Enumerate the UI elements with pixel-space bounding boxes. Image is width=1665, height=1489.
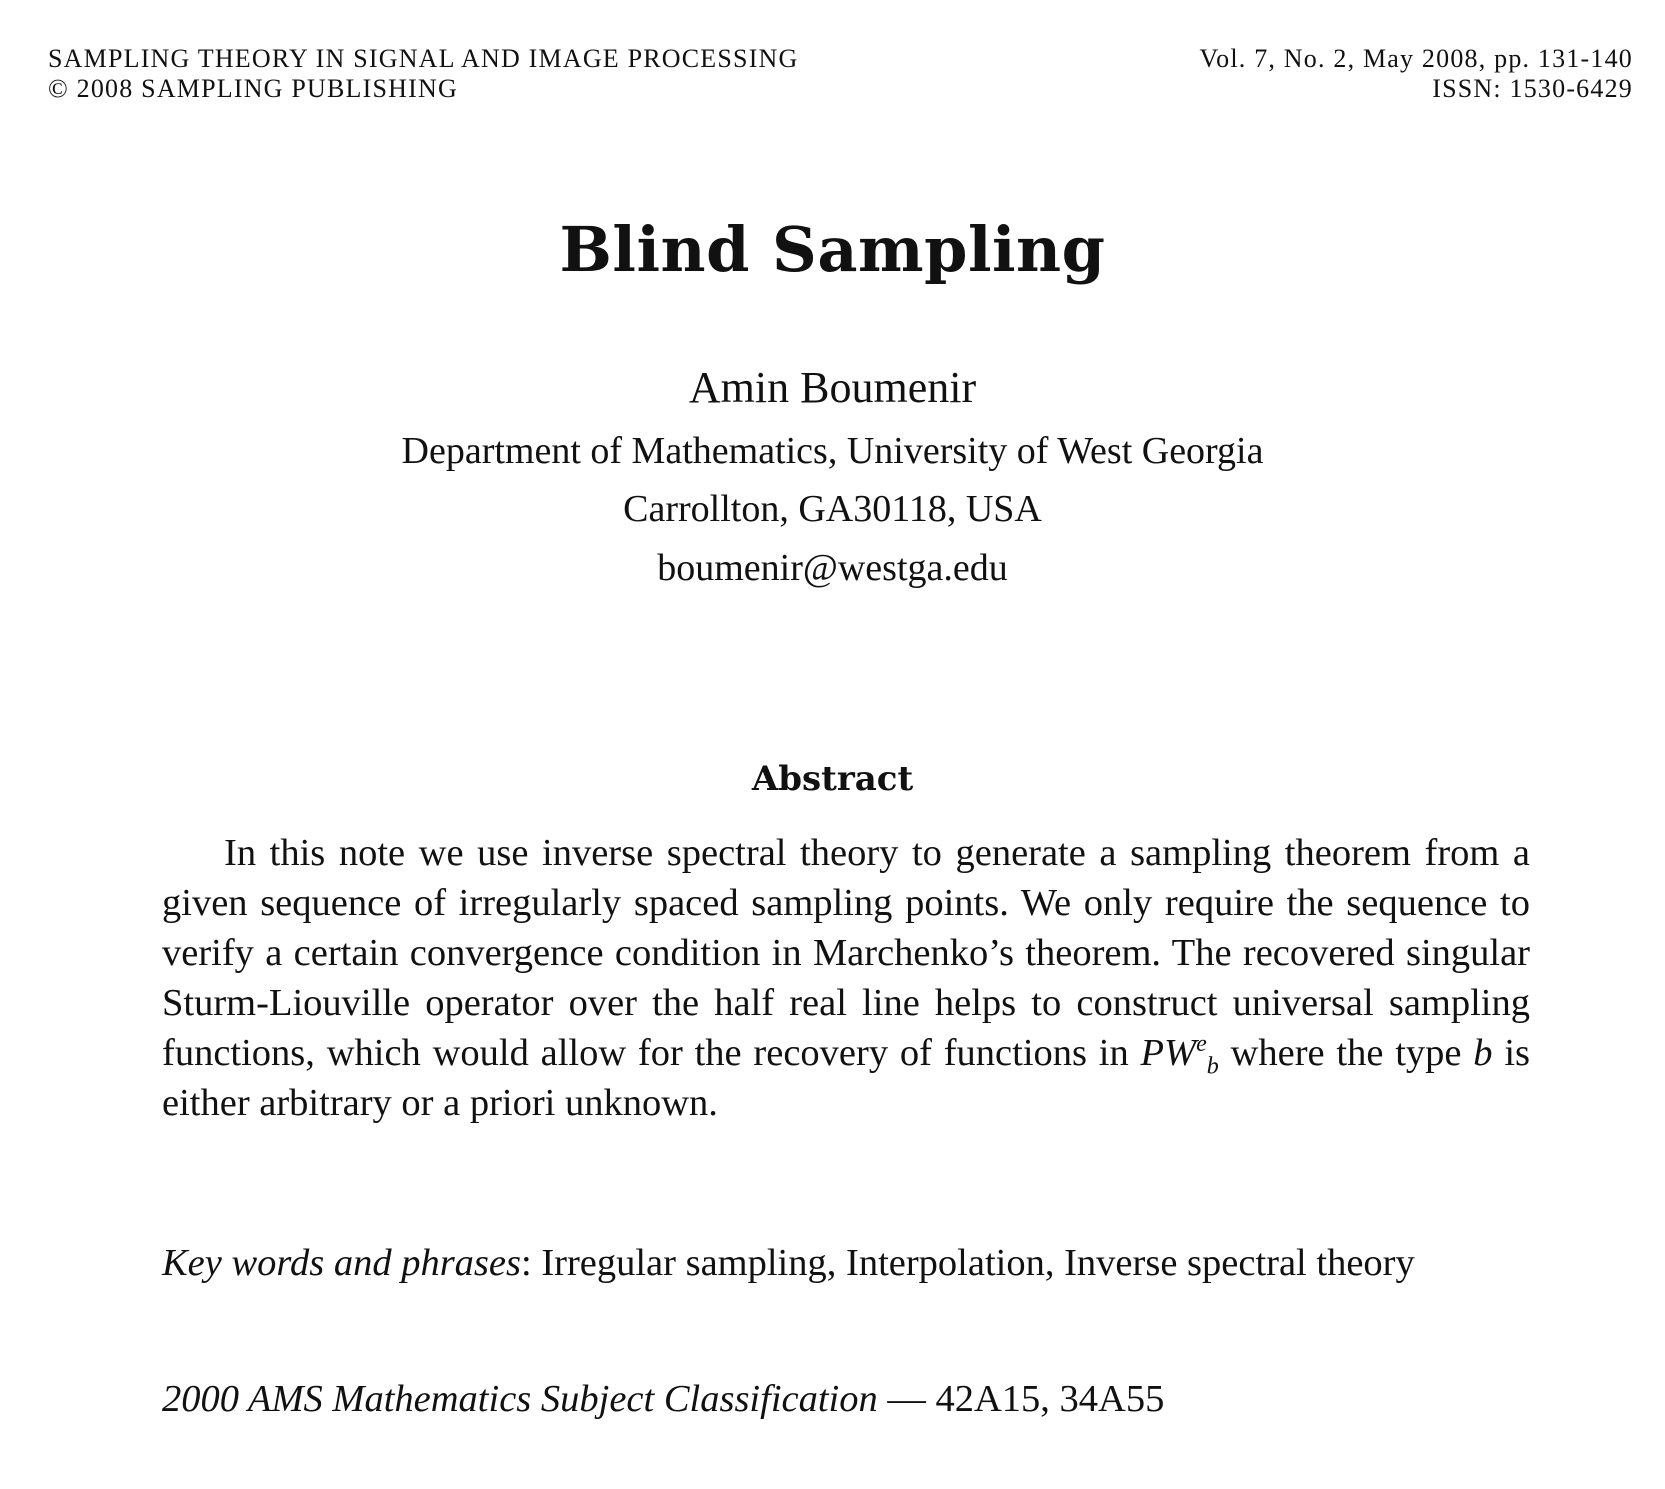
ams-separator: — — [877, 1378, 936, 1420]
header-right — [1200, 44, 1633, 104]
abstract-body — [162, 828, 1530, 1128]
ams-classification — [162, 1374, 1530, 1424]
abstract-heading: Abstract — [751, 759, 914, 799]
author-name: Amin Boumenir — [688, 363, 977, 412]
paper-title: Blind Sampling — [559, 213, 1106, 286]
math-superscript: e — [1196, 1031, 1207, 1058]
issn: ISSN: 1530-6429 — [1432, 74, 1633, 103]
ams-codes: 42A15, 34A55 — [935, 1378, 1165, 1420]
volume-info: Vol. 7, No. 2, May 2008, pp. 131-140 — [1199, 44, 1633, 73]
abstract-text-1: In this note we use inverse spectral theory to generate a sampling theorem from a given sequence of irregularly spaced sampling points. We only require the sequence to verify a certain convergence condition in Marchenko’s theorem. The recovered singular Sturm-Liouville operator over the half real line helps to construct universal sampling functions, which would allow for the recovery of functions in — [162, 832, 1530, 1074]
author-email: boumenir@westga.edu — [657, 547, 1008, 589]
keywords-separator: : — [520, 1242, 542, 1284]
ams-label: 2000 AMS Mathematics Subject Classification — [162, 1378, 878, 1420]
keywords-label: Key words and phrases — [162, 1242, 521, 1284]
author-department: Department of Mathematics, University of West Georgia — [401, 430, 1264, 472]
copyright-line: © 2008 SAMPLING PUBLISHING — [48, 74, 458, 103]
math-variable-b: b — [1473, 1032, 1493, 1074]
header-left — [48, 44, 799, 104]
keywords — [162, 1238, 1530, 1288]
abstract-text-3: is either arbitrary or a priori unknown. — [162, 1032, 1530, 1124]
abstract-text-2: where the type — [1218, 1032, 1474, 1074]
keywords-text: Irregular sampling, Interpolation, Inverse spectral theory — [541, 1242, 1415, 1284]
journal-name: SAMPLING THEORY IN SIGNAL AND IMAGE PROCESSING — [48, 44, 799, 73]
math-subscript: b — [1206, 1053, 1219, 1080]
math-base: PW — [1140, 1032, 1197, 1074]
author-city: Carrollton, GA30118, USA — [623, 488, 1042, 530]
math-pw-space — [1140, 1031, 1219, 1080]
